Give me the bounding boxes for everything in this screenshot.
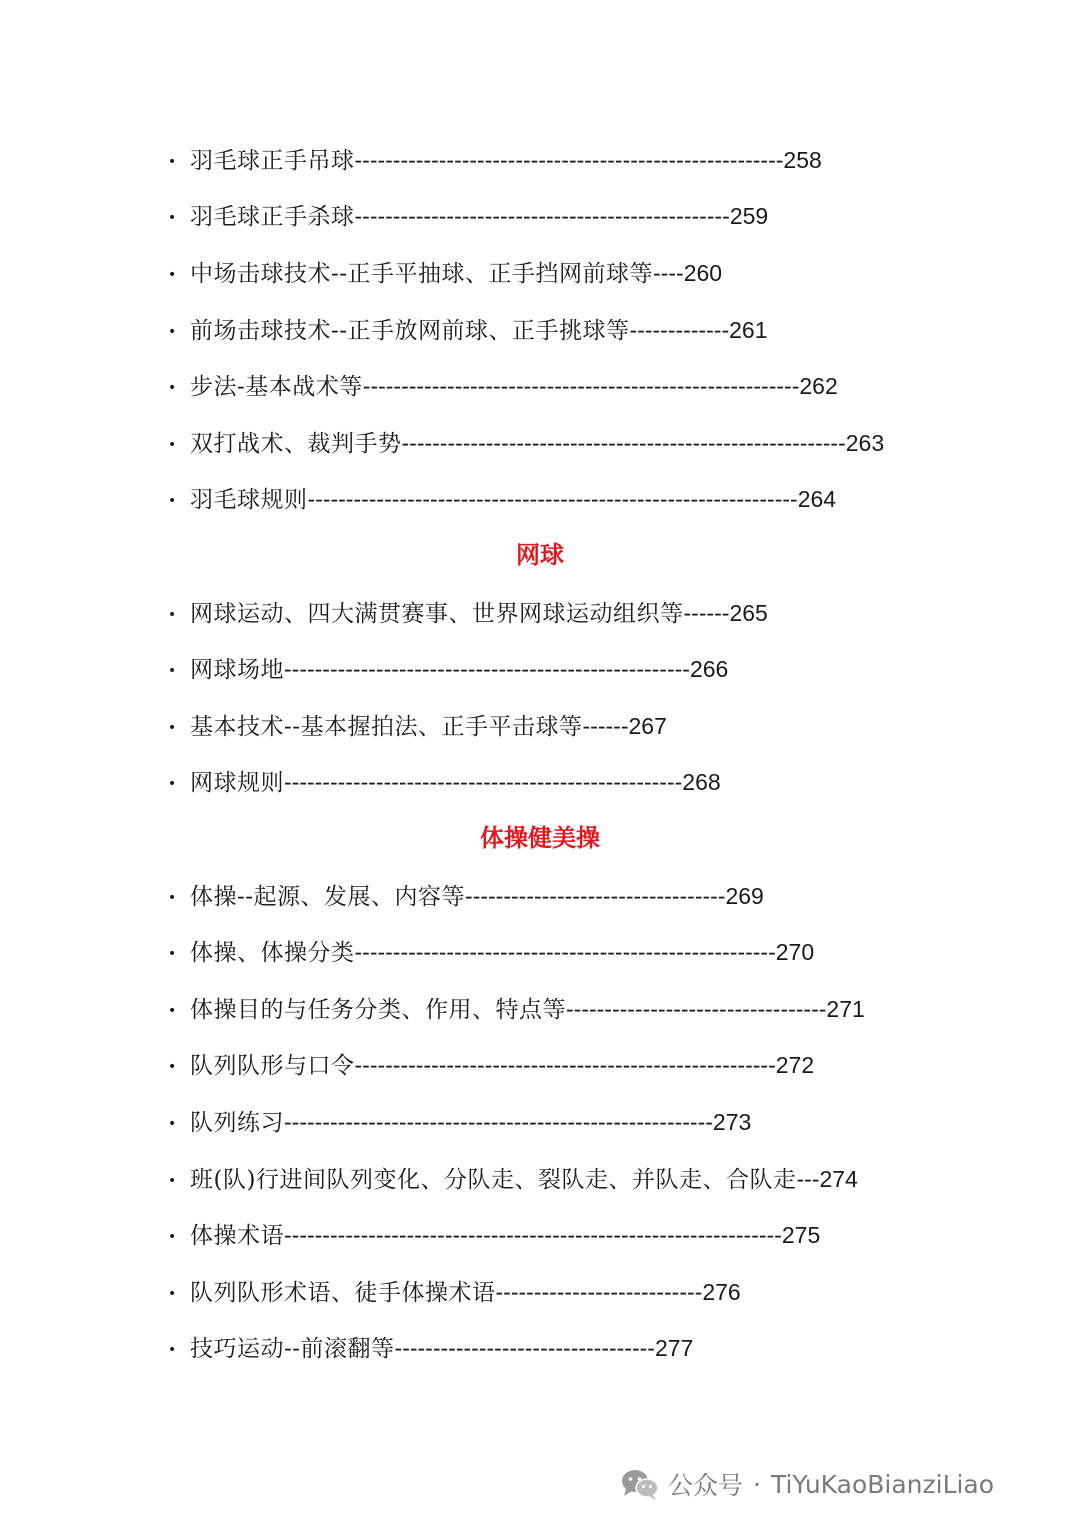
footer-separator: · [753,1469,761,1499]
toc-page-number: 259 [729,203,769,229]
toc-entry-text: 双打战术、裁判手势 [190,431,402,457]
bullet-icon: • [168,1003,177,1019]
toc-leader: ------------------------------------------------------- [354,1052,776,1078]
section-heading-tennis: 网球 [516,541,564,569]
toc-page-number: 276 [702,1279,741,1305]
toc-leader: ----------------------------------------------------------------- [284,1222,782,1248]
toc-entry [168,369,838,403]
bullet-icon: • [168,720,177,736]
toc-leader: ------------------------------------------------------- [354,939,776,965]
bullet-icon: • [168,890,177,906]
toc-leader: ---------------------------------------------------------- [401,430,846,456]
toc-page-number: 272 [775,1052,815,1078]
toc-entry [168,313,768,347]
toc-page-number: 268 [682,769,721,795]
toc-entry-text: 技巧运动--前滚翻等 [190,1336,395,1362]
toc-entry [168,1048,814,1082]
toc-entry [168,482,836,516]
toc-entry [168,1331,693,1365]
account-label: 公众号 [668,1471,744,1500]
toc-page-number: 262 [799,373,838,399]
bullet-icon: • [168,1286,177,1302]
toc-entry [168,596,768,630]
bullet-icon: • [168,267,177,283]
toc-entry [168,709,667,743]
toc-leader: --- [796,1166,820,1192]
toc-leader: ---------------------------------------------------------------- [307,486,798,512]
bullet-icon: • [168,154,177,170]
toc-entry [168,1275,741,1309]
toc-page-number: 271 [826,996,865,1022]
toc-leader: --------------------------- [495,1279,703,1305]
toc-entry-text: 班(队)行进间队列变化、分队走、裂队走、并队走、合队走 [190,1167,797,1193]
toc-page-number: 260 [683,260,723,286]
toc-page-number: 277 [654,1335,694,1361]
toc-page-number: 267 [628,713,667,739]
bullet-icon: • [168,1342,177,1358]
toc-entry [168,935,814,969]
toc-page-number: 264 [797,486,837,512]
toc-leader: --------------------------------------------------------- [362,373,800,399]
wechat-account-watermark [620,1466,994,1502]
toc-page-number: 263 [845,430,885,456]
toc-page-number: 266 [689,656,729,682]
toc-entry-text: 队列队形与口令 [190,1053,355,1079]
toc-entry-text: 羽毛球规则 [190,487,308,513]
toc-entry [168,1218,820,1252]
toc-page-number: 258 [783,147,822,173]
bullet-icon: • [168,607,177,623]
toc-page-number: 269 [725,883,764,909]
account-id: TiYuKaoBianziLiao [770,1469,995,1499]
bullet-icon: • [168,210,177,226]
toc-leader: ----------------------------------------------------- [284,656,690,682]
toc-page-number: 274 [819,1166,858,1192]
toc-page-number: 275 [781,1222,821,1248]
toc-entry-text: 基本技术--基本握拍法、正手平击球等 [190,714,583,740]
toc-entry-text: 羽毛球正手吊球 [190,148,355,174]
toc-leader: ---------------------------------------------------- [284,769,683,795]
toc-entry-text: 网球运动、四大满贯赛事、世界网球运动组织等 [190,601,684,627]
toc-page-number: 273 [712,1109,752,1135]
toc-entry-text: 羽毛球正手杀球 [190,204,355,230]
toc-entry [168,1105,751,1139]
toc-entry-text: 前场击球技术--正手放网前球、正手挑球等 [190,318,630,344]
toc-entry [168,879,764,913]
toc-entry-text: 步法-基本战术等 [190,374,363,400]
bullet-icon: • [168,437,177,453]
toc-entry-text: 体操目的与任务分类、作用、特点等 [190,997,566,1023]
toc-leader: ------------- [629,317,730,343]
toc-entry [168,426,884,460]
bullet-icon: • [168,380,177,396]
toc-leader: -------------------------------------------------------- [284,1109,713,1135]
toc-entry [168,143,822,177]
toc-entry [168,992,865,1026]
toc-leader: ---------------------------------- [465,883,726,909]
toc-entry [168,256,722,290]
wechat-icon [620,1467,660,1501]
toc-leader: ---------------------------------- [394,1335,655,1361]
toc-entry [168,652,728,686]
toc-entry-text: 体操、体操分类 [190,940,355,966]
toc-leader: ---- [653,260,684,286]
toc-page-number: 270 [775,939,815,965]
bullet-icon: • [168,1059,177,1075]
toc-entry-text: 体操--起源、发展、内容等 [190,884,466,910]
bullet-icon: • [168,663,177,679]
toc-entry [168,199,768,233]
toc-leader: -------------------------------------------------------- [354,147,784,173]
bullet-icon: • [168,776,177,792]
bullet-icon: • [168,493,177,509]
toc-entry-text: 队列队形术语、徒手体操术语 [190,1280,496,1306]
toc-leader: ------ [582,713,629,739]
section-heading-gymnastics: 体操健美操 [480,824,600,852]
toc-entry-text: 中场击球技术--正手平抽球、正手挡网前球等 [190,261,654,287]
toc-entry-text: 网球场地 [190,657,284,683]
toc-entry [168,1162,858,1196]
bullet-icon: • [168,324,177,340]
toc-entry-text: 体操术语 [190,1223,284,1249]
toc-page-number: 261 [729,317,768,343]
toc-entry [168,765,721,799]
toc-entry-text: 网球规则 [190,770,284,796]
bullet-icon: • [168,1116,177,1132]
toc-leader: ------ [683,600,730,626]
bullet-icon: • [168,946,177,962]
toc-leader: ------------------------------------------------- [354,203,730,229]
bullet-icon: • [168,1229,177,1245]
toc-entry-text: 队列练习 [190,1110,284,1136]
toc-page-number: 265 [729,600,768,626]
toc-leader: ---------------------------------- [566,996,827,1022]
bullet-icon: • [168,1173,177,1189]
